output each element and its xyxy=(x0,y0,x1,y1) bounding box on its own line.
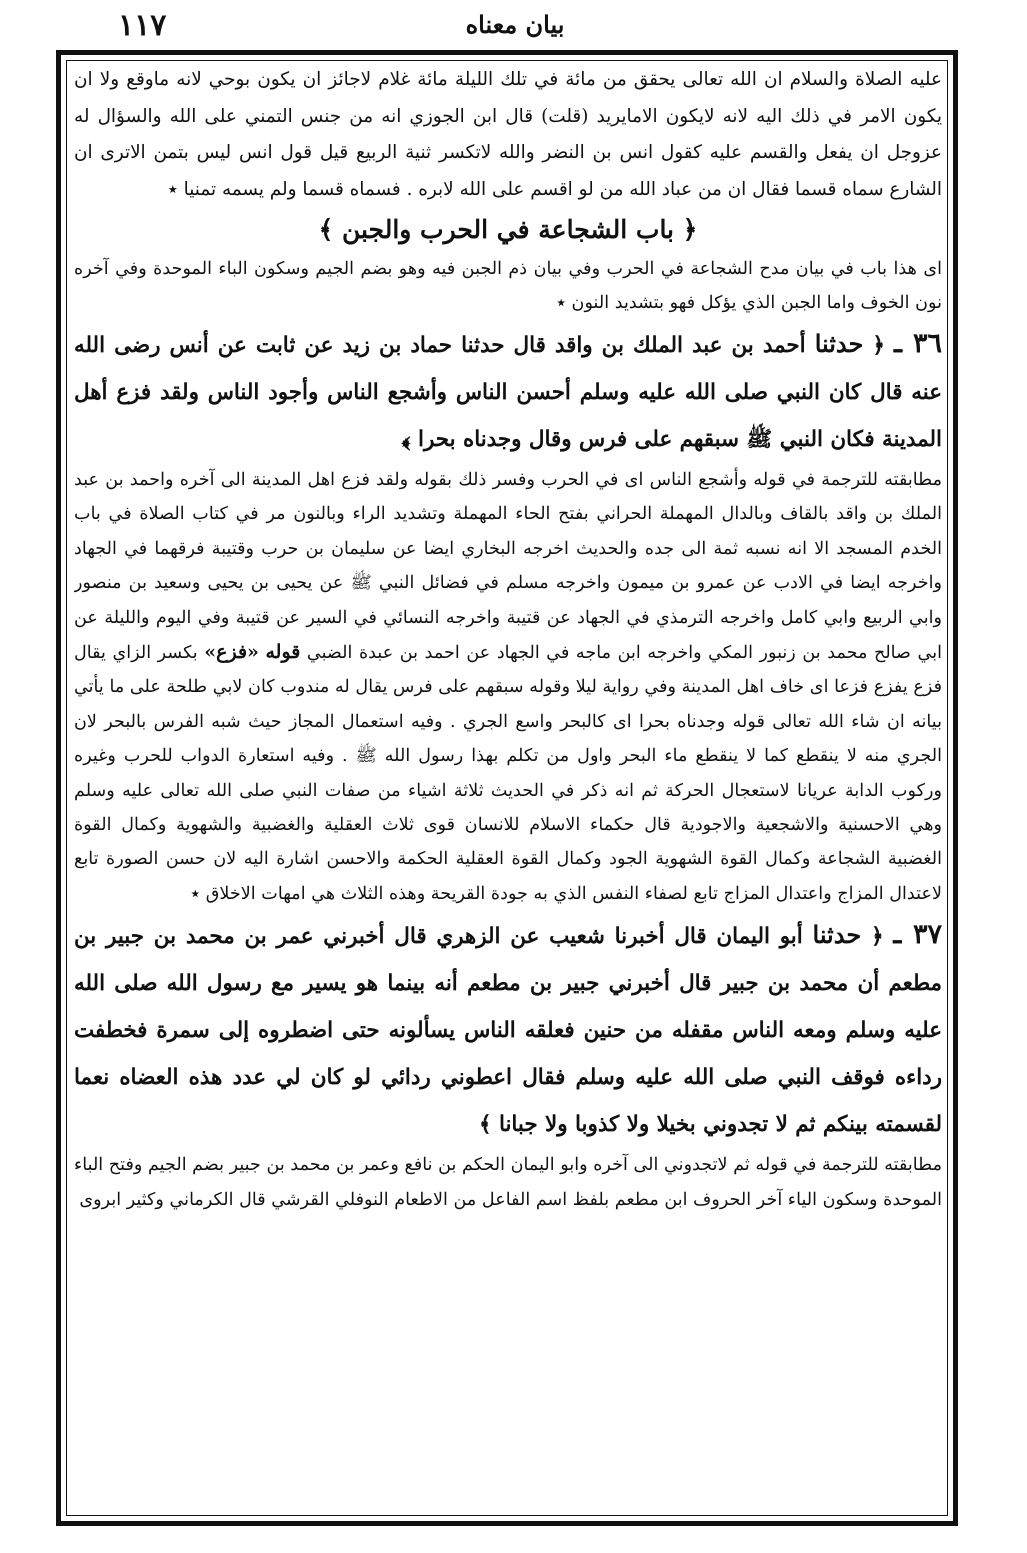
hadith-36-text: أحمد بن عبد الملك بن واقد قال حدثنا حماد بن زيد عن ثابت عن أنس رضى الله عنه قال كان النبي صلى الله عليه وسلم أحسن الناس وأشجع الناس وأجود الناس ولقد فزع أهل المدينة فكان النبي ﷺ سبقهم على فرس وقال وجدناه بحرا xyxy=(74,333,942,452)
chapter-intro: اى هذا باب في بيان مدح الشجاعة في الحرب وفي بيان ذم الجبن فيه وهو بضم الجيم وسكون الباء الموحدة وفي آخره نون الخوف واما الجبن الذي يؤكل فهو بتشديد النون ٭ xyxy=(74,259,942,313)
hadith-37-number: ٣٧ ـ xyxy=(893,919,942,951)
hadith-36-commentary-part1: مطابقته للترجمة في قوله وأشجع الناس اى في الحرب وفسر ذلك بقوله ولقد فزع اهل المدينة الى آخره واحمد بن عبد الملك بن واقد بالقاف وبالدال المهملة الحراني بفتح الحاء المهملة وتشديد الراء وبالنون مر في كتاب الصلاة في باب الخدم المسجد الا انه نسبه ثمة الى جده والحديث اخرجه البخاري ايضا عن سليمان بن حرب وقتيبة فرقهما في الجهاد واخرجه ايضا في الادب عن عمرو بن ميمون واخرجه مسلم في فضائل النبي ﷺ عن يحيى بن يحيى وسعيد بن منصور وابي الربيع وابي كامل واخرجه الترمذي في الجهاد عن قتيبة واخرجه النسائي في السير عن قتيبة وفي اليوم والليلة عن ابي صالح محمد بن زنبور المكي واخرجه ابن ماجه في الجهاد عن احمد بن عبدة الضبي xyxy=(74,470,942,664)
hadith-36-commentary-part2: بكسر الزاي يقال فزع يفزع فزعا اى خاف اهل المدينة وفي رواية ليلا وقوله سبقهم على فرس يقال له مندوب كان لابي طلحة على ما يأتي بيانه ان شاء الله تعالى قوله وجدناه بحرا اى كالبحر واسع الجري . وفيه استعمال المجاز حيث شبه الفرس بالبحر لان الجري منه لا ينقطع كما لا ينقطع ماء البحر واول من تكلم بهذا رسول الله ﷺ . وفيه استعارة الدواب للحرب وغيره وركوب الدابة عريانا لاستعجال الحركة ثم انه ذكر في الحديث ثلاثة اشياء من صفات النبي صلى الله تعالى عليه وسلم وهي الاحسنية والاشجعية والاجودية قال حكماء الاسلام للانسان قوى ثلاث العقلية والغضبية والشهوية وكمال القوة الغضبية الشجاعة وكمال القوة الشهوية الجود وكمال القوة العقلية الحكمة والاحسن اشارة اليه لان حسن الصورة تابع لاعتدال المزاج واعتدال المزاج تابع لصفاء النفس الذي به جودة القريحة وهذه الثلاث هي امهات الاخلاق xyxy=(74,643,942,904)
page-content xyxy=(74,62,942,1518)
page-number: ١١٧ xyxy=(118,8,167,43)
hadith-36-opening: حدثنا xyxy=(814,329,864,358)
chapter-intro-text: اى هذا باب في بيان مدح الشجاعة في الحرب وفي بيان ذم الجبن فيه وهو بضم الجيم وسكون الباء الموحدة وفي آخره نون الخوف واما الجبن الذي يؤكل فهو بتشديد النون xyxy=(74,259,942,313)
hadith-36-number: ٣٦ ـ xyxy=(894,328,942,359)
hadith-37-commentary-text: مطابقته للترجمة في قوله ثم لاتجدوني الى آخره وابو اليمان الحكم بن نافع وعمر بن محمد بن جبير بضم الجيم وفتح الباء الموحدة وسكون الياء آخر الحروف ابن مطعم بلفظ اسم الفاعل من الاطعام النوفلي القرشي قال الكرماني وكثير ابروى xyxy=(74,1155,942,1210)
commentary-continuation: عليه الصلاة والسلام ان الله تعالى يحقق من مائة في تلك الليلة مائة غلام لاجائز ان يكون بوحي لانه ماوقع ولا ان يكون الامر في ذلك اليه لانه لايكون الامايريد (قلت) قال ابن الجوزي انه من جنس التمني على الله والسؤال له عزوجل ان يفعل والقسم عليه كقول انس بن النضر والله لاتكسر ثنية الربيع قيل قول انس ليس بتمن الاترى ان الشارع سماه قسما فقال ان من عباد الله من لو اقسم على الله لابره . فسماه قسما ولم يسمه تمنيا ٭ xyxy=(74,69,942,200)
hadith-37-opening: حدثنا xyxy=(812,920,862,950)
keyword-fazi: «فزع» xyxy=(204,641,259,664)
hadith-37: ٣٧ ـ ﴿ حدثنا أبو اليمان قال أخبرنا شعيب عن الزهري قال أخبرني عمر بن محمد بن جبير بن مطعم أن محمد بن جبير قال أخبرني جبير بن مطعم أنه بينما هو يسير مع رسول الله صلى الله عليه وسلم ومعه الناس مقفله من حنين فعلقه الناس يسألونه حتى اضطروه إلى سمرة فخطفت رداءه فوقف النبي صلى الله عليه وسلم فقال اعطوني ردائي لو كان لي عدد هذه العضاه نعما لقسمته بينكم ثم لا تجدوني بخيلا ولا كذوبا ولا جبانا ﴾ xyxy=(74,919,942,1138)
commentary-text: عليه الصلاة والسلام ان الله تعالى يحقق من مائة في تلك الليلة مائة غلام لاجائز ان يكون بوحي لانه ماوقع ولا ان يكون الامر في ذلك اليه لانه لايكون الامايريد (قلت) قال ابن الجوزي انه من جنس التمني على الله والسؤال له عزوجل ان يفعل والقسم عليه كقول انس بن النضر والله لاتكسر ثنية الربيع قيل قول انس ليس بتمن الاترى ان الشارع سماه قسما فقال ان من عباد الله من لو اقسم على الله لابره . فسماه قسما ولم يسمه تمنيا xyxy=(74,69,942,200)
chapter-title-text: باب الشجاعة في الحرب والجبن xyxy=(341,215,675,244)
hadith-36-commentary: مطابقته للترجمة في قوله وأشجع الناس اى في الحرب وفسر ذلك بقوله ولقد فزع اهل المدينة الى آخره واحمد بن عبد الملك بن واقد بالقاف وبالدال المهملة الحراني بفتح الحاء المهملة وتشديد الراء وبالنون مر في كتاب الصلاة في باب الخدم المسجد الا انه نسبه ثمة الى جده والحديث اخرجه البخاري ايضا عن سليمان بن حرب وقتيبة فرقهما في الجهاد واخرجه ايضا في الادب عن عمرو بن ميمون واخرجه مسلم في فضائل النبي ﷺ عن يحيى بن يحيى وسعيد بن منصور وابي الربيع وابي كامل واخرجه الترمذي في الجهاد عن قتيبة واخرجه النسائي في السير عن قتيبة وفي اليوم والليلة عن ابي صالح محمد بن زنبور المكي واخرجه ابن ماجه في الجهاد عن احمد بن عبدة الضبي قوله «فزع» بكسر الزاي يقال فزع يفزع فزعا اى خاف اهل المدينة وفي رواية ليلا وقوله سبقهم على فرس يقال له مندوب كان لابي طلحة على ما يأتي بيانه ان شاء الله تعالى قوله وجدناه بحرا اى كالبحر واسع الجري . وفيه استعمال المجاز حيث شبه الفرس بالبحر لان الجري منه لا ينقطع كما لا ينقطع ماء البحر واول من تكلم بهذا رسول الله ﷺ . وفيه استعارة الدواب للحرب وغيره وركوب الدابة عريانا لاستعجال الحركة ثم انه ذكر في الحديث ثلاثة اشياء من صفات النبي صلى الله تعالى عليه وسلم وهي الاحسنية والاشجعية والاجودية قال حكماء الاسلام للانسان قوى ثلاث العقلية والغضبية والشهوية وكمال القوة الغضبية الشجاعة وكمال القوة الشهوية الجود وكمال القوة العقلية الحكمة والاحسن اشارة اليه لان حسن الصورة تابع لاعتدال المزاج واعتدال المزاج تابع لصفاء النفس الذي به جودة القريحة وهذه الثلاث هي امهات الاخلاق ٭ xyxy=(74,470,942,904)
hadith-36: ٣٦ ـ ﴿ حدثنا أحمد بن عبد الملك بن واقد قال حدثنا حماد بن زيد عن ثابت عن أنس رضى الله عنه قال كان النبي صلى الله عليه وسلم أحسن الناس وأشجع الناس وأجود الناس ولقد فزع أهل المدينة فكان النبي ﷺ سبقهم على فرس وقال وجدناه بحرا ﴾ xyxy=(74,328,942,452)
chapter-title: ﴿ باب الشجاعة في الحرب والجبن ﴾ xyxy=(318,215,698,244)
hadith-37-commentary xyxy=(74,1148,942,1217)
hadith-37-text: أبو اليمان قال أخبرنا شعيب عن الزهري قال أخبرني عمر بن محمد بن جبير بن مطعم أن محمد بن جبير قال أخبرني جبير بن مطعم أنه بينما هو يسير مع رسول الله صلى الله عليه وسلم ومعه الناس مقفله من حنين فعلقه الناس يسألونه حتى اضطروه إلى سمرة فخطفت رداءه فوقف النبي صلى الله عليه وسلم فقال اعطوني ردائي لو كان لي عدد هذه العضاه نعما لقسمته بينكم ثم لا تجدوني بخيلا ولا كذوبا ولا جبانا xyxy=(74,924,942,1138)
keyword-qawluhu: قوله xyxy=(265,641,301,664)
running-header: بيان معناه xyxy=(465,10,565,39)
